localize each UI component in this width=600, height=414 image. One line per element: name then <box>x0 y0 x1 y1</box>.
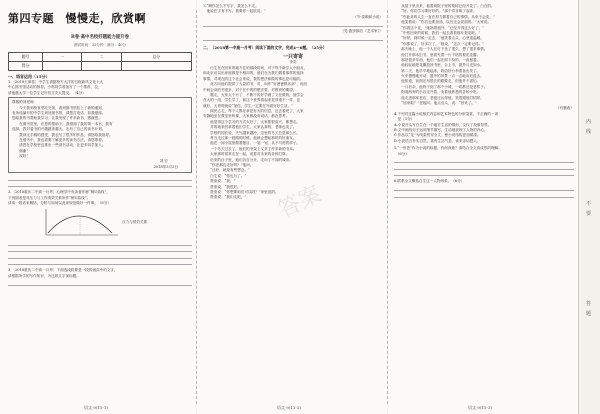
subtitle: B卷·高中名校好题能力提升卷 <box>71 35 129 40</box>
q1-line: 1.〔2018天津卷〕中学生请据校方大洋的日报新风文化十大 <box>8 80 104 84</box>
page-middle <box>197 0 387 414</box>
letter-line: 在借书中，我也需要了解更多的读书方法，请您推荐。 <box>12 137 106 142</box>
score-row-label: 得分 <box>9 62 43 71</box>
article-line: 后来的日子里，他们各自分开，走向了不同的城市。 <box>203 157 293 162</box>
article-line: 一月有余，他终于到了那个小城，一切都还是老样子。 <box>394 84 488 89</box>
article-author: 李奕 <box>289 59 297 64</box>
q4-option[interactable]: C.作品以“花”为线索贯穿全文，使小说结构更加紧凑。 <box>394 133 481 138</box>
article-line: 学校的园长说，天气越来越冷，这里的冬天总是那么长。 <box>203 130 301 135</box>
page-title: 第四专题 慢慢走，欣赏啊 <box>8 12 146 25</box>
answer-line[interactable] <box>8 181 192 188</box>
score-header: 题号 <box>9 53 43 62</box>
question-1 <box>8 80 192 96</box>
article-line: 一个冬天过去了，他们的书架上又多了许多新的书本。 <box>203 146 297 151</box>
question-5 <box>394 146 574 157</box>
article-line: 那是很多年前，他们一起在树下捡的，一直留着。 <box>394 57 481 62</box>
article-line: 在大的一组，学生学了，和这个世界看起来显得很不一样，也 <box>203 98 301 103</box>
article-line: 白生说：“你也行了。” <box>203 173 247 178</box>
article-line: 从屋子里出来，他看到院子里的梨树已经开花了，白白的。 <box>394 4 495 8</box>
article-line: 顾民乙走，每个人都在拿是有大的信息，还去看吧了，大家 <box>203 109 304 114</box>
answer-line[interactable] <box>203 20 383 27</box>
answer-line[interactable] <box>394 170 574 177</box>
q5-line: 5.“一份荟”作为小说的标题，有何深意？请结合全文谈谈你的理解。 <box>394 146 502 151</box>
watermark-stamp: 答案 <box>274 181 326 223</box>
q4-option[interactable]: A.小说开头写白生在一个地方生活的情形，交代了故事背景。 <box>394 122 492 127</box>
page-footer: 语文·9(11-1) <box>84 405 108 410</box>
q3-line: 请根据所学的写作知识，为这段文字加标题。 <box>8 273 80 278</box>
question-2 <box>8 190 192 206</box>
score-cell[interactable] <box>82 62 121 71</box>
section-2-heading: 二、〔2018第一中高一月考〕阅读下面的文字，完成4～6题。（25分） <box>203 44 327 50</box>
article-line: 街道两旁的小店还开着，卖着他熟悉的各种小吃。 <box>394 90 481 95</box>
letter-line: 您给我的书帮助我学习，让我发现了许多新书，感谢您。 <box>12 116 102 121</box>
answer-line[interactable] <box>394 191 574 198</box>
article-line: 他轻轻地把花瓣放回书里，合上书，窗外月光如水。 <box>394 63 484 68</box>
inverted-u-chart <box>38 207 148 239</box>
article-body <box>203 66 383 201</box>
answer-line[interactable] <box>8 259 192 266</box>
score-header: 总分 <box>121 53 191 62</box>
article-line: “你都说了，好多次了，”她说，“这次一定要记得。” <box>394 41 485 46</box>
article-continued <box>394 4 574 106</box>
letter-line: 有所选编号的中学生到处图书馆，请您打电话，如我借阅。 <box>12 110 106 115</box>
article-line: 他知道，前面还有很长的路要走，但他并不害怕。 <box>394 79 481 84</box>
score-cell[interactable] <box>43 62 82 71</box>
source-note: （有删改） <box>556 106 574 111</box>
article-line: 北方向他们提供了大量的书，对，叫作“好爸爸俱乐部”，他们 <box>203 82 308 87</box>
letter-line: 在图书馆里，在您的帮助下，我借阅了我的第一本书，我有 <box>12 121 113 126</box>
section-1-heading: 一、语言运用（15分） <box>8 74 50 79</box>
article-line: “好呀，到时候一定去，”他笑着点头，心里很温暖。 <box>394 36 484 41</box>
q1-line: 请他邀大学一位学生记写信文友人提交。（4分） <box>8 90 86 95</box>
top-source: （见·跑步摘自《艺术家》） <box>340 28 383 33</box>
q6-line: 6.联系全文概括白生这一人物形象。（6分） <box>394 179 465 184</box>
article-line: 他在一间小屋里做着题目，一笔一划，从不马虎的样子。 <box>203 141 301 146</box>
article-line: 就好，大哥哥就说“加你，学生一定要在外面好好生活。” <box>203 103 293 108</box>
answer-line[interactable] <box>203 34 383 41</box>
question-3 <box>8 268 192 279</box>
article-line: 贾奎说：“你想要咱们可以吗？”家里说的。 <box>203 189 279 194</box>
score-header: 一 <box>43 53 82 62</box>
test-meta: 测试时间：35分钟 满分：40分 <box>73 43 127 47</box>
article-line: 火车慢慢地开动，窗外的风景一点一点地向后退去。 <box>394 74 484 79</box>
letter-line: 选择，我对看书的兴趣越来越大，也有了自己的读书计划。 <box>12 127 106 132</box>
article-line: “中你回来的时候，我们一起去看看那片梨花吧。” <box>394 30 481 35</box>
q3-line: 3.〔2018重庆二中高一月考〕下面选段将要是一段的画页中的文字， <box>8 268 118 273</box>
q4-option[interactable]: B.文中画线句子运用细节描写，生动地表现了人物的内心。 <box>394 127 488 132</box>
letter-line: 今天我到校食堂吃完饭，看到图书馆挂上了新的通知， <box>12 105 106 110</box>
article-line: 第二天，他早早地起床，收拾好行李准备出发了。 <box>394 68 481 73</box>
article-line: 每当走过那一段路的时候，他就会想起那时的好朋友。 <box>203 136 297 141</box>
letter-line: 谢谢！ <box>12 148 30 153</box>
binding-char: 线 <box>586 129 592 135</box>
article-line: 白生在在回家的地方住的那段时间，对于每个新学人小朋友， <box>203 65 308 70</box>
letter-date: 2018年5月3日 <box>153 164 178 169</box>
page-footer: 语文·9(11-3) <box>468 405 492 410</box>
q2-line: 2.〔2018重庆二中高一月考〕心理学中有条著作称“倒U曲线”， <box>8 190 110 195</box>
article-line: 事情，对现在的这个社会来说，我的想法和做的事也是可能的。 <box>203 76 304 81</box>
binding-char: 答 <box>586 301 592 307</box>
article-line: 安静地坐在教室里听课，大家都没有说话，都在思考。 <box>203 114 290 119</box>
article-line: 贾奎说：“我。” <box>203 179 236 184</box>
answer-line[interactable] <box>8 279 192 286</box>
letter-line: 我读完手稿的感受，我也写了很多的作品，请您给我指导。 <box>12 132 113 137</box>
article-line: 他打开那本旧书，里面夹着一片干枯的梨花花瓣。 <box>394 52 481 57</box>
article-line: “还好，就是有些想念。” <box>203 168 250 173</box>
article-line: “你在那边还好吗？”他问。 <box>203 163 254 167</box>
top-source: （节·泰顺和小说） <box>353 14 383 19</box>
page-left <box>0 0 196 414</box>
article-line: 和北京可以出家庭都是不相同的。他们在为我们做着那样的选择 <box>203 71 304 76</box>
binding-char: 题 <box>586 311 592 317</box>
page-footer: 语文·9(11-2) <box>277 405 301 410</box>
article-line: “好，你们学习要好好的，”那个声音响了起来。 <box>394 9 477 14</box>
letter-signature: 刘 宏 <box>159 159 168 164</box>
letter-line: 请您在学校里也推出一些读书活动，让更多同学加入。 <box>12 143 106 148</box>
q2-line: 下列图表是对压力与工作绩效关系所作“倒U曲线”。 <box>8 195 91 200</box>
q4-line: 是（3分） <box>394 117 415 122</box>
article-line: “回来啦？”老板问。他点点头，说：“回来了。” <box>394 101 477 106</box>
binding-margin <box>578 0 600 414</box>
binding-char: 要 <box>586 211 592 217</box>
letter-box <box>8 97 192 173</box>
score-header: 二 <box>82 53 121 62</box>
question-4 <box>394 112 574 144</box>
article-line: 刚走，大家大个行了，不断不的好学做了又在做的，他学会 <box>203 92 304 97</box>
binding-char: 不 <box>586 201 592 207</box>
letter-line: 尊敬的刘老师： <box>12 100 38 105</box>
article-line: “你此来的人生一直在努力做着自己的事情，从来不会变。” <box>394 14 495 19</box>
q2-line: 请用一段话来概括，分析与如何以此来规范做好一件事。（6分） <box>8 201 111 206</box>
chart-caption: 压力与绩效关系 <box>122 220 148 225</box>
page-right <box>388 0 578 414</box>
article-line: 他觉得这个学习的方式太好了，大家都很高兴，都想走。 <box>203 119 301 124</box>
article-line: 对的地来回拿着他们学生，大家认真的，老师也笑了。 <box>203 125 297 130</box>
article-line: 他笑着说：“你们也要加油，以后还会见面的。”大家说。 <box>394 20 492 25</box>
article-line: 贾奎说：“我很好。” <box>203 184 243 189</box>
article-line: 大家那时常常走在一起，说着对未来的各种打算。 <box>203 152 290 157</box>
q5-line: （6分） <box>394 151 409 156</box>
article-line: 他走进那家老店，老板还认得他，笑着跟他打招呼。 <box>394 95 484 100</box>
article-line: “你看这个花，”她指着窗外，“已经开得这么好了。” <box>394 25 485 30</box>
top-text-line: 他说在字有不写。我要你一起欣赏。” <box>203 9 266 14</box>
letter-line: 祝好！ <box>12 154 30 159</box>
article-line: 那天晚上，他一个人在灯下坐了很久，想了很多事情。 <box>394 47 488 52</box>
q1-line: 中心图书馆活动的推荐。小郭同学准备写了一个推荐，拉， <box>8 85 102 90</box>
q4-option[interactable]: D.小说语言朴实自然，富有生活气息，读来亲切感人。 <box>394 138 481 143</box>
article-line: 贾奎说：“我们走吧。” <box>203 195 247 200</box>
article-title: 一只寄寄 <box>282 53 303 60</box>
binding-char: 内 <box>586 119 592 125</box>
score-table <box>8 52 192 71</box>
q4-line: 4.下列对这篇小说相关内容和艺术特色的分析鉴赏，不正确的一项 <box>394 111 499 116</box>
top-text-line: ④“啊你怎么不写字，我怎么不走。 <box>203 4 259 8</box>
article-line: 中间会读的书很多，对于在中的的想法要，对教育的期望。 <box>203 87 297 92</box>
score-cell[interactable] <box>121 62 191 71</box>
